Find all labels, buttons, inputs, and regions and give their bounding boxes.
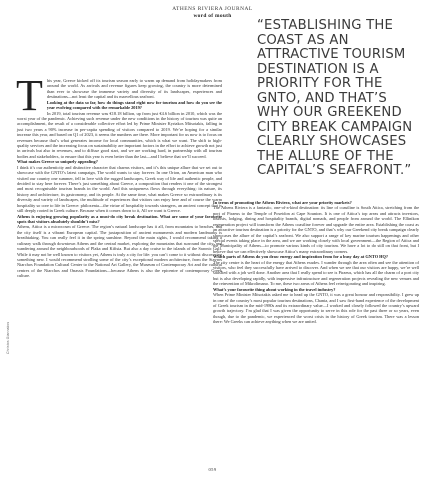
question: What’s your favourite thing about working in the travel industry? bbox=[213, 286, 336, 292]
question: Which parts of Athens do you draw energy and inspiration from for a busy day at GNTO HQ? bbox=[213, 254, 389, 260]
question: In terms of promoting the Athens Riviera, what are your priority markets? bbox=[213, 200, 352, 205]
answer-paragraph: When Prime Minister Mitsotakis asked me to head up the GNTO, it was a great honour and responsibility. I grew up in one of the country’s most popular tourism destinations, Chania, and I saw first-hand experience of the development of Greek tourism in the mid-1980s and its extraordinary value—I worked and closely followed the country’s upward growth trajectory. I’m glad that I was given the opportunity to serve in this role for the past three or so years, even though, due to the pandemic, we experienced the worst crisis in the history of Greek tourism. There was a lesson there: We Greeks can achieve anything when we are united. bbox=[213, 292, 419, 325]
question: Looking at the data so far, how do things stand right now for tourism and how do you see the year evolving compared with the remarkable 2019? bbox=[46, 99, 222, 111]
answer-paragraph: The city centre is the heart of the energy that Athens exudes. I wander through the area often and see the attention of visitors, who feel they successfully have arrived to discover. And when we see that our visitors are happy, we’re well satisfied with a job well done. Another area that I really spend to see is Piraeus, which has all the charm of a port city but is also developing rapidly, with impressive infrastructure and regeneration projects revealing the new venues and the reinvention of Mikrolimano. To me, these two areas of Athens feel reinvigorating and inspiring. bbox=[213, 259, 419, 287]
left-column bbox=[16, 71, 222, 279]
photo-credit: Christos Giannakos bbox=[6, 321, 10, 354]
answer-paragraph: I think it’s our authenticity and distinctive character that charms visitors, and it’s this unique allure that we set out to showcase with the GNTO’s latest campaign, The world wants to stay forever. In one Orion, an American man who visited our country one summer, fell in love with the rugged landscapes, Greek way of life and authentic people, and decided to stay here forever. There’s just something about Greece, a composition that renders it one of the strongest and most recognisable tourism brands in the world. And this uniqueness flows through everything: its nature, its history and architecture, its gastronomy, and its people. At the same time, what makes Greece so extraordinary is its diversity and variety of landscapes, the multitude of experiences that visitors can enjoy here and of course the warm hospitality so core to life in Greece: philoxenia—the virtue of hospitality towards strangers, an ancient concept that is still deeply rooted in Greek culture. Because when it comes down to it, All we want is Greece. bbox=[17, 164, 222, 214]
answer-paragraph: The Athens Riviera is a fantastic, one-of-a-kind destination: its line of coastline is South Attica, stretching from the port of Piraeus to the Temple of Poseidon at Cape Sounion. It is one of Attica’s top areas and attracts investors, tourists, lodging, dining and hospitality brands, digital nomads, and people from around the world. The Ellinikon regeneration project will transform the Athens coastline forever and upgrade the entire area. Establishing the coast as an attractive tourism destination is a priority for the GNTO, and that’s why our Greekend city break campaign clearly showcases the allure of the capital’s seafront. We also support a range of key marine tourism happenings and other special events taking place in the area, and we are working closely with local government—the Region of Attica and the Municipality of Athens—to promote various kinds of city tourism. We have a lot to do still on that front, but I believe that we can effectively showcase Attica’s many extraordinary corners. bbox=[213, 205, 419, 254]
page-number: 059 bbox=[208, 467, 217, 472]
question: What makes Greece so uniquely appealing? bbox=[17, 159, 98, 165]
publication-title: ATHENS RIVIERA JOURNAL bbox=[172, 6, 253, 12]
section-title: word of mouth bbox=[193, 13, 232, 19]
answer-paragraph: In 2019, total tourism revenue was €18.18 billion, up from just €4.6 billion in 2010, which was the worst year of the pandemic. Achieving such revenue under the new conditions in the history of tourism was quite an accomplishment, the result of a considerable collective effort led by Prime Minister Kyriakos Mitsotakis, falling in just two years a 90% increase in per-capita spending of visitors compared to 2019. We’re hoping for a similar increase this year, and based on Q1 of 2023, it seems the numbers are there. More important for us now is to focus on revenues because that’s what generates income for local communities, which is what we want. The shift to high-quality services and the increasing focus on sustainability are important factors in the effort to achieve growth not just in arrivals but also in revenues, and to diffuse good start, and we are working hard, in partnership with all tourism bodies and stakeholders, to ensure that this year is even better than the last—and I believe that we’ll succeed. bbox=[17, 110, 222, 159]
pull-quote: “ESTABLISHING THE COAST AS AN ATTRACTIVE TOURISM DESTINATION IS A PRIORITY FOR THE GNTO, AND THAT’S WHY OUR GREEKEND CITY BREAK CAMPAIGN CLEARLY SHOWCASES THE ALLURE OF THE CAPITAL’S SEAFRONT.” bbox=[257, 18, 413, 178]
intro-paragraph: his year, Greece kicked off its tourism season early to warm up demand from holidaymakers from around the world. As arrivals and revenue figures keep growing, the country is more determined than ever to showcase the immense variety and diversity of its landscapes, experiences and destinations—not least the capital and its marvellous seafront. bbox=[46, 78, 222, 100]
question: Athens is enjoying growing popularity as a must-do city break destination. What are some of your favourite spots that visitors absolutely shouldn’t miss? bbox=[17, 213, 222, 224]
right-column bbox=[213, 200, 419, 325]
drop-cap: T bbox=[16, 71, 43, 120]
answer-paragraph: Athens, Attica is a microcosm of Greece. The region’s natural landscape has it all, from mountains to beaches, and the city itself is a vibrant European capital. The juxtaposition of ancient monuments and modern landmarks is breathtaking. You can really feel it in the spring sunshine. Beyond the main sights, I would recommend taking a culinary walk through downtown Athens and the central market, exploring the mountains that surround the city, and wandering around the neighbourhoods of Plaka and Kifisia. But also a day cruise to the islands of the Saronic Gulf. While it may not be well known to visitors yet, Athens is truly a city for life: you can’t come to it without discovering something new. I would recommend strolling some of the city’s exceptional modern architecture, from the Stavros Niarchos Foundation Cultural Center to the National Art Gallery, the Museum of Contemporary Art and the cultural centres of the Niarchos and Onassis Foundations—because Athens is also the epicentre of contemporary Greek culture. bbox=[17, 224, 222, 279]
